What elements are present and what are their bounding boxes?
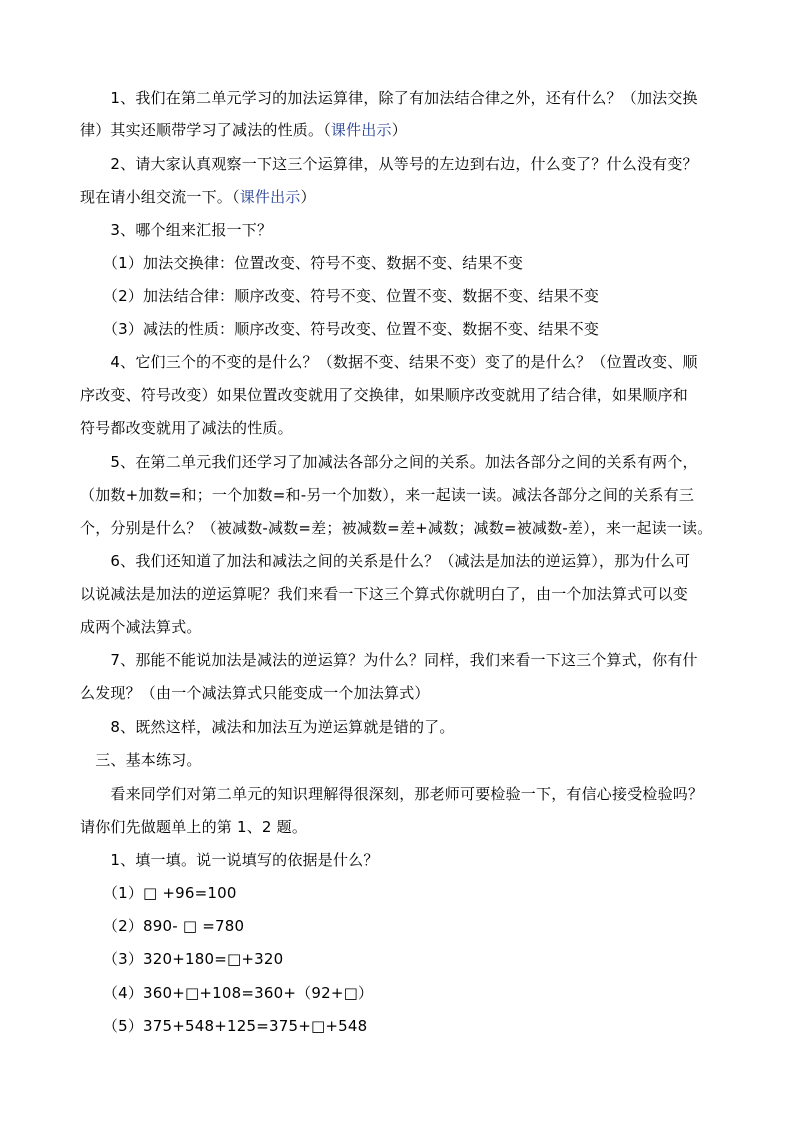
text-line-12: [80, 451, 720, 473]
line-text: 成两个减法算式。: [80, 618, 202, 636]
text-line-19: [80, 682, 720, 704]
courseware-note: 课件出示: [239, 188, 301, 206]
line-text: 8、既然这样，减法和加法互为逆运算就是错的了。: [80, 718, 455, 736]
line-text: 看来同学们对第二单元的知识理解得很深刻，那老师可要检验一下，有信心接受检验吗？: [80, 785, 704, 803]
text-line-20: [80, 716, 720, 738]
text-line-15: [80, 550, 720, 572]
text-line-18: [80, 649, 720, 671]
line-text: 2、请大家认真观察一下这三个运算律，从等号的左边到右边，什么变了？什么没有变？: [80, 155, 698, 173]
text-line-2: [80, 119, 720, 141]
line-text: （2）加法结合律：顺序改变、符号不变、位置不变、数据不变、结果不变: [80, 287, 600, 305]
text-line-10: [80, 384, 720, 406]
line-text: （2）890- □ =780: [80, 917, 245, 935]
text-line-3: [80, 153, 720, 175]
line-text: 现在请小组交流一下。（: [80, 188, 240, 206]
line-text: 么发现？（由一个减法算式只能变成一个加法算式）: [80, 684, 430, 702]
line-text: （加数+加数=和；一个加数=和-另一个加数），来一起读一读。减法各部分之间的关系有三: [80, 486, 695, 504]
exercise-item-5: [80, 1015, 720, 1037]
line-text: 5、在第二单元我们还学习了加减法各部分之间的关系。加法各部分之间的关系有两个，: [80, 453, 698, 471]
section-heading: [80, 749, 720, 771]
line-text: 3、哪个组来汇报一下？: [80, 221, 273, 239]
line-text: 4、它们三个的不变的是什么？（数据不变、结果不变）变了的是什么？（位置改变、顺: [80, 353, 698, 371]
line-text: （1）加法交换律：位置改变、符号不变、数据不变、结果不变: [80, 254, 524, 272]
text-line-13: [80, 484, 720, 506]
text-line-4: [80, 186, 720, 208]
line-text: 三、基本练习。: [80, 751, 202, 769]
line-text: （1）□ +96=100: [80, 884, 237, 902]
text-line-11: [80, 417, 720, 439]
line-text: 符号都改变就用了减法的性质。: [80, 419, 293, 437]
exercise-item-2: [80, 915, 720, 937]
text-line-14: [80, 517, 720, 539]
line-text: 1、填一填。说一说填写的依据是什么？: [80, 851, 379, 869]
text-line-1: [80, 87, 720, 109]
text-line-16: [80, 583, 720, 605]
line-text: ）: [391, 121, 407, 139]
text-line-8: [80, 318, 720, 340]
exercise-item-4: [80, 982, 720, 1004]
line-text: 1、我们在第二单元学习的加法运算律，除了有加法结合律之外，还有什么？（加法交换: [80, 89, 698, 107]
line-text: （3）320+180=□+320: [80, 950, 284, 968]
text-line-24: [80, 849, 720, 871]
line-text: 7、那能不能说加法是减法的逆运算？为什么？同样，我们来看一下这三个算式，你有什: [80, 651, 698, 669]
text-line-5: [80, 219, 720, 241]
line-text: 以说减法是加法的逆运算呢？我们来看一下这三个算式你就明白了，由一个加法算式可以变: [80, 585, 689, 603]
exercise-item-1: [80, 882, 720, 904]
line-text: ）: [300, 188, 316, 206]
line-text: 律）其实还顺带学习了减法的性质。（: [80, 121, 331, 139]
text-line-23: [80, 816, 720, 838]
courseware-note: 课件出示: [330, 121, 392, 139]
line-text: （5）375+548+125=375+□+548: [80, 1017, 368, 1035]
text-line-6: [80, 252, 720, 274]
line-text: （3）减法的性质：顺序改变、符号改变、位置不变、数据不变、结果不变: [80, 320, 600, 338]
text-line-9: [80, 351, 720, 373]
line-text: （4）360+□+108=360+（92+□）: [80, 984, 374, 1002]
text-line-7: [80, 285, 720, 307]
text-line-22: [80, 783, 720, 805]
text-line-17: [80, 616, 720, 638]
exercise-item-3: [80, 948, 720, 970]
line-text: 请你们先做题单上的第 1、2 题。: [80, 818, 308, 836]
line-text: 6、我们还知道了加法和减法之间的关系是什么？（减法是加法的逆运算），那为什么可: [80, 552, 691, 570]
line-text: 序改变、符号改变）如果位置改变就用了交换律，如果顺序改变就用了结合律，如果顺序和: [80, 386, 689, 404]
line-text: 个，分别是什么？（被减数-减数=差；被减数=差+减数；减数=被减数-差），来一起读一读。: [80, 519, 713, 537]
